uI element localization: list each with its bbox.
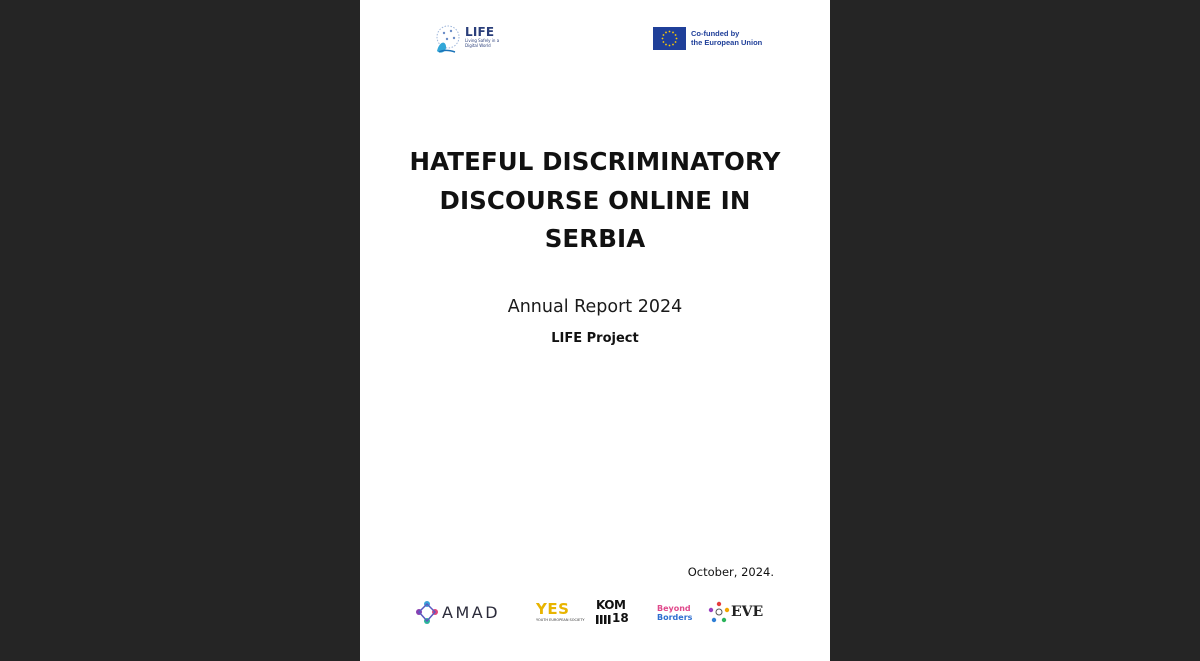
life-logo-icon (433, 24, 463, 56)
document-subtitle: Annual Report 2024 (507, 297, 683, 317)
amad-logo-text: AMAD (442, 603, 501, 622)
eu-cofunded-logo (653, 27, 773, 51)
eve-logo-icon (708, 601, 730, 625)
title-line-1: HATEFUL DISCRIMINATORY (409, 147, 781, 176)
eu-star (663, 41, 665, 43)
eu-star (676, 38, 678, 40)
life-logo (433, 24, 503, 56)
eve-logo (708, 598, 768, 628)
project-name: LIFE Project (551, 331, 639, 346)
eu-star (665, 32, 667, 34)
eu-star (663, 34, 665, 36)
kom18-logo-text: KOM (596, 598, 626, 612)
eu-star (669, 45, 671, 47)
beyond-borders-logo (655, 598, 695, 628)
kom18-figures-icon (596, 613, 612, 625)
eu-cofunded-text (691, 29, 762, 47)
eu-star (672, 32, 674, 34)
title-line-3: SERBIA (544, 224, 646, 253)
yes-logo-tagline: YOUTH EUROPEAN SOCIETY (536, 618, 585, 622)
eu-star (669, 31, 671, 33)
life-logo-title: LIFE (465, 25, 495, 39)
eve-logo-text: EVE (731, 604, 764, 620)
beyond-borders-line2: Borders (657, 613, 693, 622)
eu-text-line1: Co-funded by (691, 29, 740, 38)
title-line-2: DISCOURSE ONLINE IN (439, 185, 751, 215)
amad-logo-icon (415, 600, 439, 626)
yes-logo-text: YES (536, 600, 570, 618)
yes-logo (535, 598, 585, 628)
eu-star (675, 34, 677, 36)
kom18-logo-number: 18 (612, 611, 629, 625)
document-date: October, 2024. (687, 565, 774, 579)
eu-star (675, 41, 677, 43)
beyond-borders-line1: Beyond (657, 604, 691, 613)
life-logo-tagline: Living Safely in a Digital World (465, 38, 500, 48)
document-page (360, 0, 830, 661)
eu-star (665, 44, 667, 46)
eu-flag-icon (653, 27, 686, 50)
eu-text-line2: the European Union (691, 38, 763, 47)
eu-star (672, 44, 674, 46)
partner-logos (415, 598, 775, 628)
amad-logo (415, 598, 513, 628)
document-title (380, 143, 810, 259)
eu-star (662, 38, 664, 40)
kom18-logo (595, 598, 635, 628)
